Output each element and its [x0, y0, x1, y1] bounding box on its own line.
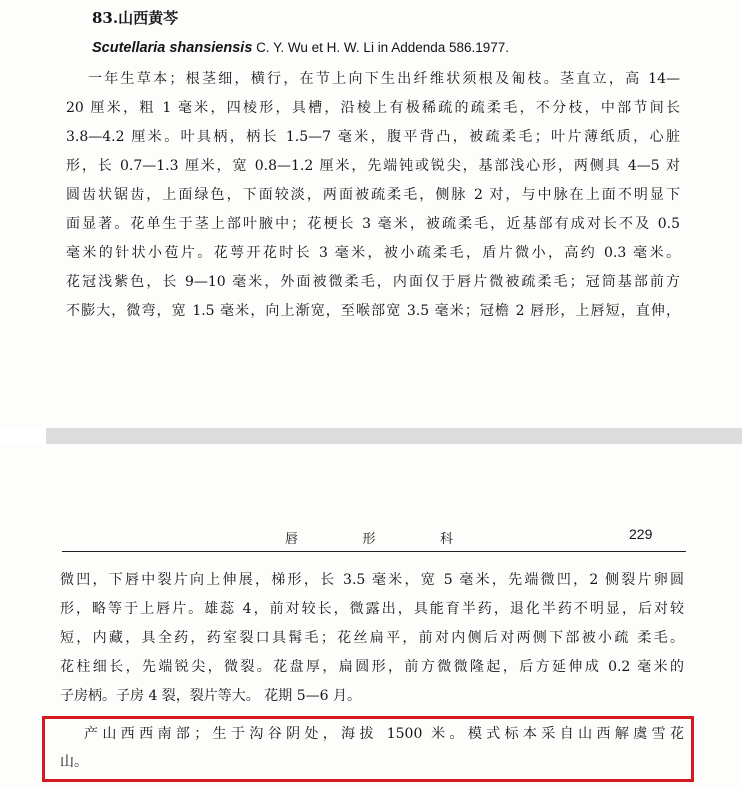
highlight-annotation-box [42, 716, 694, 782]
description-line: 3.8—4.2 厘米。叶具柄，柄长 1.5—7 毫米，腹平背凸，被疏柔毛；叶片薄纸质，心脏 [66, 129, 680, 145]
description-line: 毫米的针状小苞片。花萼开花时长 3 毫米，被小疏柔毛，盾片微小，高约 0.3 毫米。 [66, 245, 680, 261]
distribution-line: 山。 [60, 754, 88, 770]
distribution-line: 产山西西南部；生于沟谷阴处，海拔 1500 米。模式标本采自山西解虞雪花 [84, 726, 684, 742]
page-number: 229 [629, 526, 653, 542]
description-line: 圆齿状锯齿，上面绿色，下面较淡，两面被疏柔毛，侧脉 2 对，与中脉在上面不明显下 [66, 187, 680, 203]
running-title: 唇形科 [285, 532, 455, 547]
description-line: 20 厘米，粗 1 毫米，四棱形，具槽，沿棱上有极稀疏的疏柔毛，不分枝，中部节间长 [66, 100, 680, 116]
description-line: 花柱细长，先端锐尖，微裂。花盘厚，扁圆形，前方微微隆起，后方延伸成 0.2 毫米的 [60, 659, 684, 675]
description-line: 不膨大，微弯，宽 1.5 毫米，向上渐宽，至喉部宽 3.5 毫米；冠檐 2 唇形，上唇短，直伸， [66, 303, 680, 319]
description-line: 一年生草本；根茎细，横行，在节上向下生出纤维状须根及匍枝。茎直立，高 14— [88, 71, 680, 87]
page-separator-band [46, 428, 742, 444]
description-line: 形，略等于上唇片。雄蕊 4，前对较长，微露出，具能育半药，退化半药不明显，后对较 [60, 601, 684, 617]
description-line: 形，长 0.7—1.3 厘米，宽 0.8—1.2 厘米，先端钝或锐尖，基部浅心形，两侧具 4—5 对 [66, 158, 680, 174]
species-heading: 83.山西黄芩 [92, 9, 179, 27]
description-line: 子房柄。子房 4 裂，裂片等大。 花期 5—6 月。 [60, 688, 361, 704]
description-line: 面显著。花单生于茎上部叶腋中；花梗长 3 毫米，被疏柔毛，近基部有成对长不及 0.5 [66, 216, 680, 232]
header-rule [62, 551, 686, 552]
description-line: 微凹，下唇中裂片向上伸展，梯形，长 3.5 毫米，宽 5 毫米，先端微凹，2 侧裂片卵圆 [60, 572, 684, 588]
scientific-name-line [92, 38, 509, 58]
scientific-name: Scutellaria shansiensis [92, 40, 253, 56]
authority-citation: C. Y. Wu et H. W. Li in Addenda 586.1977. [252, 40, 510, 55]
description-line: 短，内藏，具全药，药室裂口具髯毛；花丝扁平，前对内侧后对两侧下部被小疏 柔毛。 [60, 630, 684, 646]
description-line: 花冠浅紫色，长 9—10 毫米，外面被微柔毛，内面仅于唇片微被疏柔毛；冠筒基部前方 [66, 274, 680, 290]
